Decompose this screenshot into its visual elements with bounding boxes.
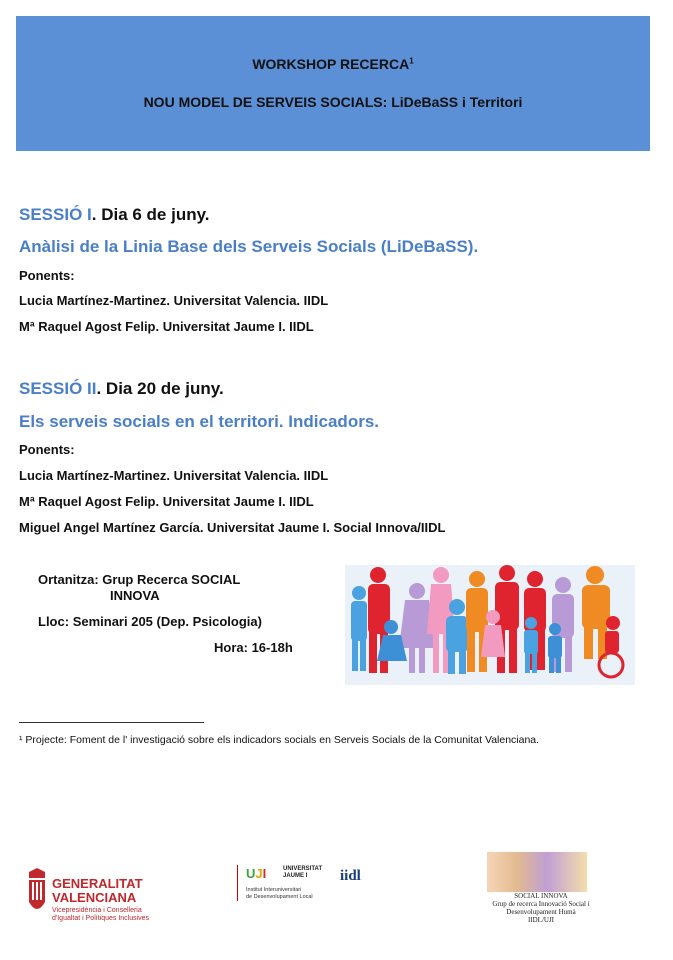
si-line1: SOCIAL INNOVA xyxy=(514,892,568,900)
session2-date: . Dia 20 de juny. xyxy=(96,379,224,398)
session1-heading xyxy=(19,205,210,225)
gva-department xyxy=(52,907,149,923)
session1-date: . Dia 6 de juny. xyxy=(91,205,210,224)
workshop-title: WORKSHOP RECERCA$^1$ xyxy=(252,56,414,72)
gva-line2: VALENCIANA xyxy=(52,890,137,905)
people-silhouettes xyxy=(345,565,635,685)
uji-institute xyxy=(246,887,313,900)
uji-small1: UNIVERSITAT xyxy=(283,866,323,872)
people-illustration xyxy=(345,565,635,685)
social-innova-logo-image xyxy=(487,852,587,892)
uji-mark: UJI xyxy=(246,866,267,881)
session1-topic: Anàlisi de la Linia Base dels Serveis Socials (LiDeBaSS). xyxy=(19,237,479,256)
gva-line1: GENERALITAT xyxy=(52,876,143,891)
session1-speaker-2: Mª Raquel Agost Felip. Universitat Jaume I. IIDL xyxy=(19,319,314,334)
social-innova-text xyxy=(478,892,604,924)
organizer-label: Ortanitza: xyxy=(38,572,99,587)
gva-sub1: Vicepresidència i Conselleria xyxy=(52,907,142,914)
place xyxy=(38,614,262,629)
si-line4: IIDL/UJI xyxy=(527,916,555,924)
session2-topic: Els serveis socials en el territori. Indicadors. xyxy=(19,412,379,431)
footnote: ¹ Projecte: Foment de l' investigació sobre els indicadors socials en Serveis Socials de la Comunitat Valenciana. xyxy=(19,734,540,746)
session1-speakers-label: Ponents: xyxy=(19,268,75,283)
session2-speaker-3: Miguel Angel Martínez García. Universitat Jaume I. Social Innova/IIDL xyxy=(19,520,446,535)
session2-speaker-2: Mª Raquel Agost Felip. Universitat Jaume I. IIDL xyxy=(19,494,314,509)
time xyxy=(214,640,293,655)
session2-heading xyxy=(19,379,224,399)
uji-inst2: de Desenvolupament Local xyxy=(246,893,313,900)
time-label: Hora: xyxy=(214,640,248,655)
header-banner xyxy=(16,16,650,151)
place-label: Lloc: xyxy=(38,614,70,629)
session2-speaker-1: Lucia Martínez-Martinez. Universitat Valencia. IIDL xyxy=(19,468,329,483)
gva-sub2: d'Igualtat i Polítiques Inclusives xyxy=(52,915,150,922)
organizer-value: Grup Recerca SOCIAL xyxy=(102,572,241,587)
session2-label: SESSIÓ II xyxy=(19,379,97,398)
gva-name xyxy=(52,877,143,905)
organizer-value-2: INNOVA xyxy=(110,588,160,603)
session1-speaker-1: Lucia Martínez-Martinez. Universitat Valencia. IIDL xyxy=(19,293,329,308)
si-line3: Desenvolupament Humà xyxy=(506,908,576,916)
gva-logo-icon xyxy=(26,868,48,921)
uji-small2: JAUME I xyxy=(283,873,308,879)
iidl-logo: iidl xyxy=(340,868,361,884)
si-line2: Grup de recerca Innovació Social i xyxy=(492,900,590,908)
footnote-rule xyxy=(19,722,204,723)
place-value: Seminari 205 (Dep. Psicologia) xyxy=(72,614,262,629)
organizer xyxy=(38,572,240,587)
uji-university xyxy=(283,866,322,880)
workshop-subtitle: NOU MODEL DE SERVEIS SOCIALS: LiDeBaSS i Territori xyxy=(143,94,523,110)
session2-speakers-label: Ponents: xyxy=(19,442,75,457)
time-value: 16-18h xyxy=(251,640,293,655)
uji-inst1: Institut Interuniversitari xyxy=(246,887,302,893)
session1-label: SESSIÓ I xyxy=(19,205,92,224)
